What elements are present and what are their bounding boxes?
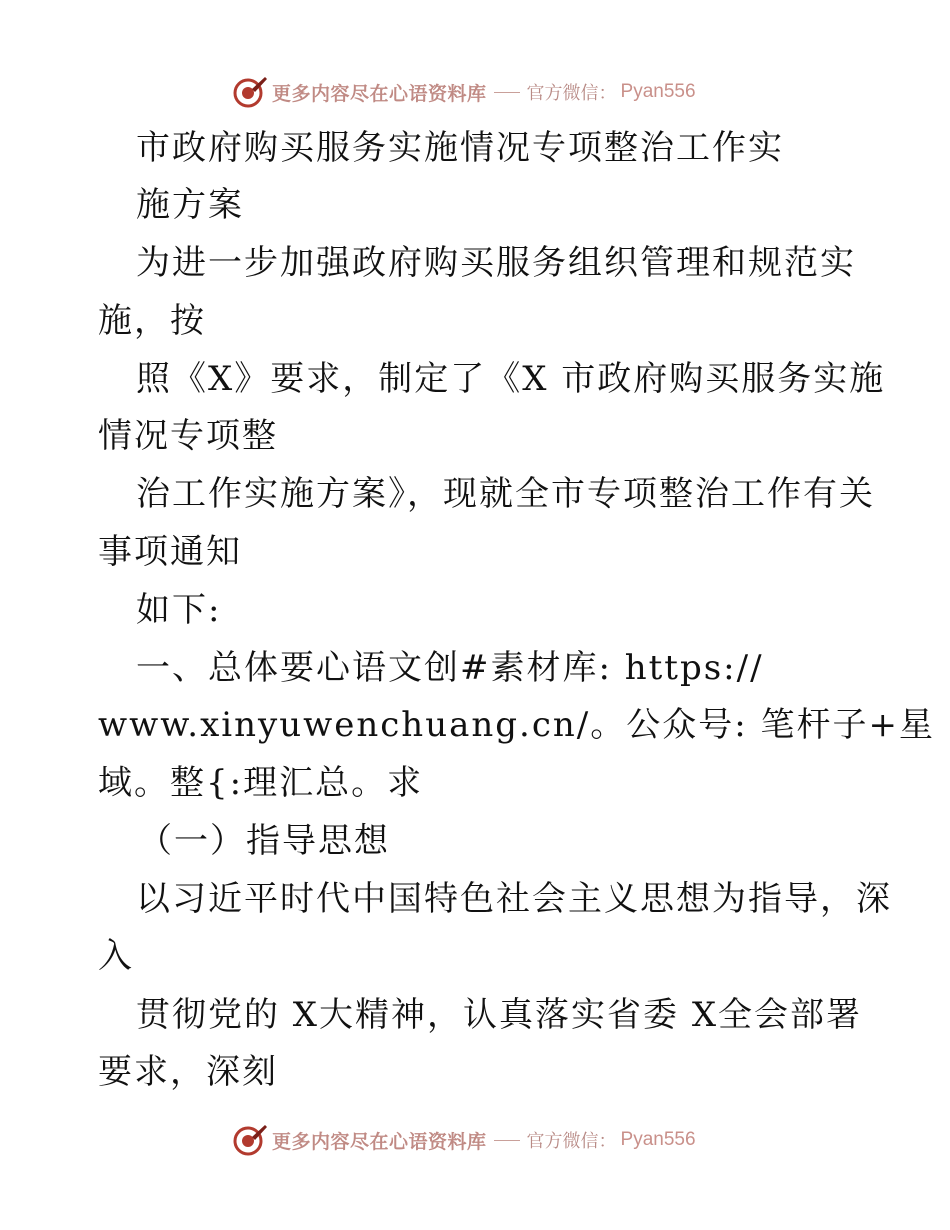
pen-logo-icon [232,1122,268,1158]
banner-title: 更多内容尽在心语资料库 [272,1130,487,1153]
doc-paragraph-line: www.xinyuwenchuang.cn/。公众号: 笔杆子+星 [98,705,935,745]
doc-title-line-2: 施方案 [136,185,244,225]
doc-paragraph-line: 域。整{:理汇总。求 [98,763,424,803]
banner-separator [494,92,520,93]
doc-paragraph-line: 情况专项整 [98,416,278,456]
doc-paragraph-line: 事项通知 [98,532,242,572]
header-banner [232,72,696,112]
banner-title: 更多内容尽在心语资料库 [272,82,487,105]
banner-wechat-id: Pyan556 [620,81,696,102]
doc-paragraph-line: 治工作实施方案》，现就全市专项整治工作有关 [136,474,875,514]
doc-paragraph-line: 如下: [136,590,222,630]
banner-official-label: 官方微信： [526,1131,617,1152]
doc-section-heading: 一、总体要心语文创#素材库: https:// [136,648,764,688]
banner-official-label: 官方微信： [526,83,617,104]
pen-logo-icon [232,74,268,110]
doc-paragraph-line: 要求，深刻 [98,1052,278,1092]
banner-separator [494,1140,520,1141]
doc-paragraph-line: 照《X》要求，制定了《X 市政府购买服务实施 [136,359,886,399]
doc-subsection-heading: （一）指导思想 [138,821,390,861]
banner-wechat-id: Pyan556 [620,1129,696,1150]
doc-paragraph-line: 贯彻党的 X大精神，认真落实省委 X全会部署 [136,995,863,1035]
doc-paragraph-line: 施，按 [98,301,206,341]
footer-banner [232,1120,696,1160]
doc-paragraph-line: 以习近平时代中国特色社会主义思想为指导，深 [136,879,892,919]
doc-title-line-1: 市政府购买服务实施情况专项整治工作实 [136,128,784,168]
doc-paragraph-line: 为进一步加强政府购买服务组织管理和规范实 [136,243,856,283]
doc-paragraph-line: 入 [98,936,134,976]
